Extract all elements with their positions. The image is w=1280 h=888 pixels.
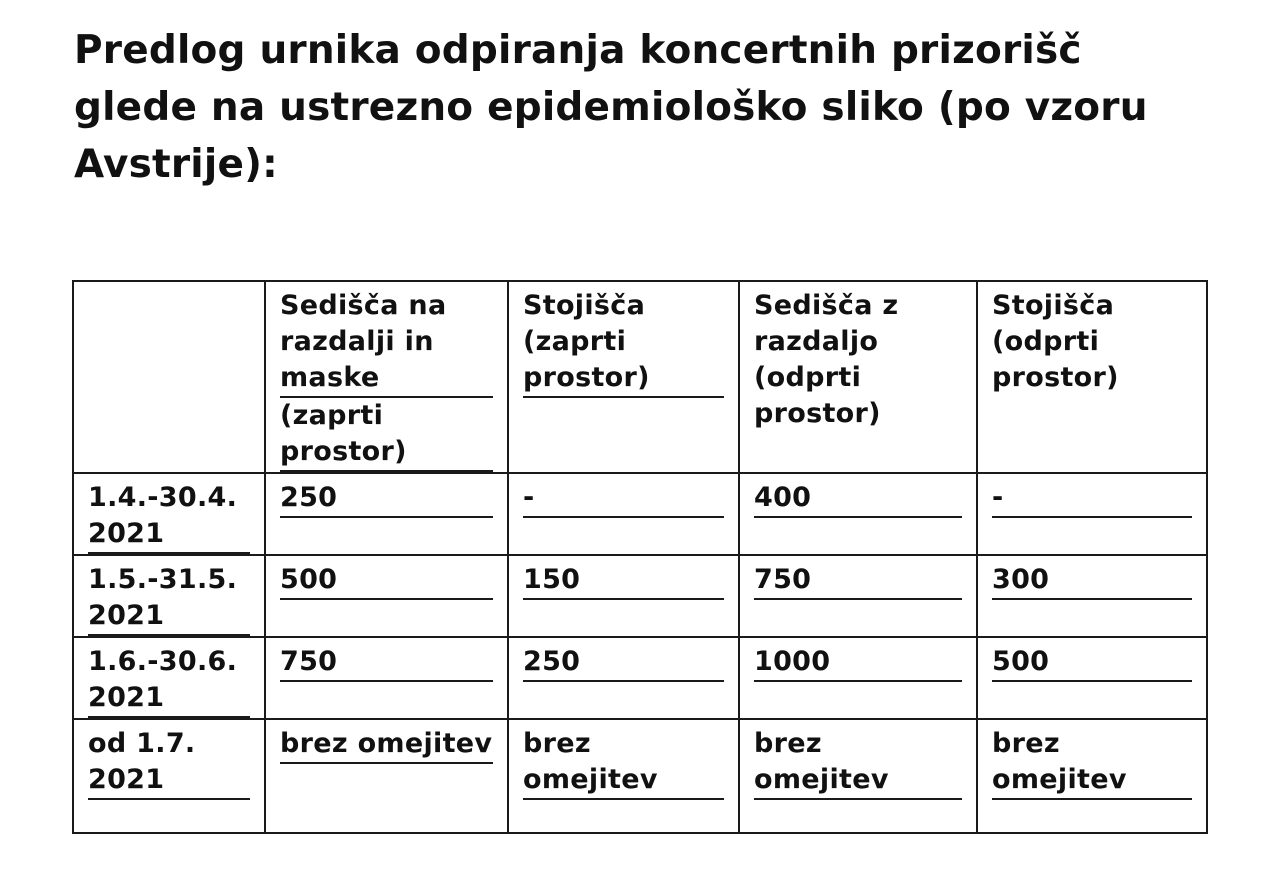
value-label: -: [992, 480, 1192, 518]
value-cell: [739, 555, 977, 637]
value-cell: [739, 637, 977, 719]
header-label-sub: (zaprti prostor): [280, 398, 493, 472]
header-cell-standing-outdoor: [977, 281, 1207, 473]
header-label: Stojišča (zaprti prostor): [523, 288, 724, 398]
header-cell-seats-distance-outdoor: [739, 281, 977, 473]
period-cell: [73, 473, 265, 555]
value-cell: [739, 719, 977, 833]
value-label: brez omejitev: [523, 726, 724, 800]
table-header-row: [73, 281, 1207, 473]
header-empty-cell: [73, 281, 265, 473]
value-cell: [265, 473, 508, 555]
value-label: 250: [280, 480, 493, 518]
period-label: 1.5.-31.5. 2021: [88, 562, 250, 636]
header-cell-standing-indoor: [508, 281, 739, 473]
value-label: brez omejitev: [992, 726, 1192, 800]
period-cell: [73, 555, 265, 637]
value-cell: [508, 719, 739, 833]
value-cell: [977, 637, 1207, 719]
value-label: -: [523, 480, 724, 518]
table-row: [73, 637, 1207, 719]
schedule-table: [72, 280, 1208, 834]
header-label: Stojišča (odprti prostor): [992, 290, 1119, 393]
value-label: 500: [280, 562, 493, 600]
value-label: 300: [992, 562, 1192, 600]
period-cell: [73, 719, 265, 833]
document-title: Predlog urnika odpiranja koncertnih prizorišč glede na ustrezno epidemiološko sliko (po vzoru Avstrije):: [74, 28, 1148, 187]
period-label: 1.4.-30.4. 2021: [88, 480, 250, 554]
value-cell: [739, 473, 977, 555]
table-row: [73, 719, 1207, 833]
value-cell: [265, 719, 508, 833]
period-label: 1.6.-30.6. 2021: [88, 644, 250, 718]
value-label: 500: [992, 644, 1192, 682]
value-cell: [265, 555, 508, 637]
value-cell: [265, 637, 508, 719]
value-label: 250: [523, 644, 724, 682]
header-cell-seats-distance-masks: [265, 281, 508, 473]
value-cell: [977, 719, 1207, 833]
period-cell: [73, 637, 265, 719]
value-label: brez omejitev: [280, 726, 493, 764]
value-label: 400: [754, 480, 962, 518]
value-cell: [508, 555, 739, 637]
table-row: [73, 473, 1207, 555]
value-cell: [977, 473, 1207, 555]
value-label: 150: [523, 562, 724, 600]
period-label: od 1.7. 2021: [88, 726, 250, 800]
value-label: brez omejitev: [754, 726, 962, 800]
value-cell: [977, 555, 1207, 637]
value-label: 750: [754, 562, 962, 600]
value-label: 750: [280, 644, 493, 682]
header-label: Sedišča na razdalji in maske: [280, 288, 493, 398]
value-cell: [508, 637, 739, 719]
value-label: 1000: [754, 644, 962, 682]
value-cell: [508, 473, 739, 555]
header-label: Sedišča z razdaljo (odprti prostor): [754, 290, 899, 429]
table-row: [73, 555, 1207, 637]
